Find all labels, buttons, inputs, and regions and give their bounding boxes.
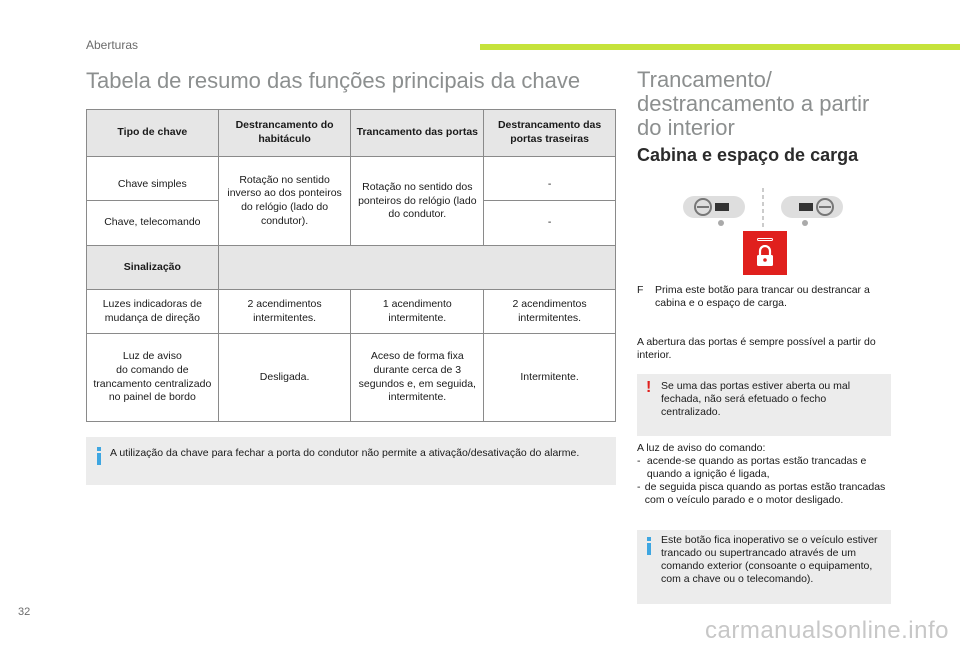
header-key-type: Tipo de chave — [87, 110, 219, 157]
warning-lamp-line: Luz de aviso — [122, 350, 182, 363]
warning-lamp-line: do comando de — [116, 363, 189, 376]
right-title-line: Trancamento/ — [637, 67, 772, 92]
lamp-item: - acende-se quando as portas estão trancadas e quando a ignição é ligada, — [637, 455, 891, 481]
watermark: carmanualsonline.info — [705, 617, 949, 644]
turn-signal-label: Luzes indicadoras de mudança de direção — [87, 290, 219, 334]
info-icon — [97, 447, 101, 465]
right-info-box — [637, 530, 891, 604]
turn-lock: 1 acendimento intermitente. — [351, 290, 484, 334]
header-rear-unlock: Destrancamento das portas traseiras — [484, 110, 616, 157]
cabin-unlock-value: Rotação no sentido inverso ao dos ponteiros do relógio (lado do condutor). — [218, 157, 351, 246]
turn-cabin: 2 acendimentos intermitentes. — [218, 290, 351, 334]
warn-lock: Aceso de forma fixa durante cerca de 3 segundos e, em seguida, intermitente. — [351, 334, 484, 422]
left-title: Tabela de resumo das funções principais da chave — [86, 68, 581, 93]
warning-lamp-line: trancamento centralizado — [93, 377, 212, 390]
lamp-item: - de seguida pisca quando as portas estão trancadas com o veículo parado e o motor desligado. — [637, 481, 891, 507]
signal-empty — [218, 246, 615, 290]
lamp-intro: A luz de aviso do comando: — [637, 442, 766, 454]
warning-text: Se uma das portas estiver aberta ou mal fechada, não será efetuado o fecho centralizado. — [661, 380, 851, 418]
padlock-icon — [755, 245, 775, 267]
right-title-line: destrancamento a partir — [637, 91, 870, 116]
warning-box — [637, 374, 891, 436]
header-door-lock: Trancamento das portas — [351, 110, 484, 157]
lock-indicator-lamp — [757, 238, 773, 241]
key-functions-table — [86, 109, 616, 422]
turn-rear: 2 acendimentos intermitentes. — [484, 290, 616, 334]
lamp-section — [637, 442, 891, 507]
rear-simple-value: - — [484, 157, 616, 201]
rear-remote-value: - — [484, 201, 616, 246]
header-cabin-unlock: Destrancamento do habitáculo — [218, 110, 351, 157]
warn-cabin: Desligada. — [218, 334, 351, 422]
row-remote-key: Chave, telecomando — [87, 201, 219, 246]
central-lock-button[interactable] — [743, 231, 787, 275]
info-icon — [647, 537, 651, 555]
bullet-text: Prima este botão para trancar ou destrancar a cabina e o espaço de carga. — [655, 284, 870, 309]
door-lock-value: Rotação no sentido dos ponteiros do relógio (lado do condutor. — [351, 157, 484, 246]
left-info-text: A utilização da chave para fechar a porta do condutor não permite a ativação/desativação do alarme. — [110, 447, 580, 459]
warning-icon: ! — [646, 379, 652, 396]
section-accent-bar — [480, 44, 960, 50]
page-number: 32 — [18, 606, 31, 618]
right-subtitle: Cabina e espaço de carga — [637, 145, 859, 165]
warning-lamp-label — [87, 334, 219, 422]
right-info-text: Este botão fica inoperativo se o veículo estiver trancado ou supertrancado através de um comando exterior (consoante o equipamento, com a chave ou o telecomando). — [661, 534, 878, 585]
para-doors-open: A abertura das portas é sempre possível a partir do interior. — [637, 336, 876, 361]
warn-rear: Intermitente. — [484, 334, 616, 422]
right-title — [637, 68, 937, 140]
warning-lamp-line: no painel de bordo — [108, 391, 196, 404]
section-label: Aberturas — [86, 38, 139, 52]
signal-label: Sinalização — [87, 246, 219, 290]
lamp-item-text: de seguida pisca quando as portas estão trancadas com o veículo parado e o motor desligado. — [644, 481, 886, 506]
switch-panel-illustration — [683, 188, 843, 232]
right-title-line: do interior — [637, 115, 735, 140]
bullet-mark: F — [637, 284, 644, 296]
lamp-item-text: acende-se quando as portas estão trancadas e quando a ignição é ligada, — [646, 455, 867, 480]
row-simple-key: Chave simples — [87, 157, 219, 201]
left-info-box — [86, 437, 616, 485]
